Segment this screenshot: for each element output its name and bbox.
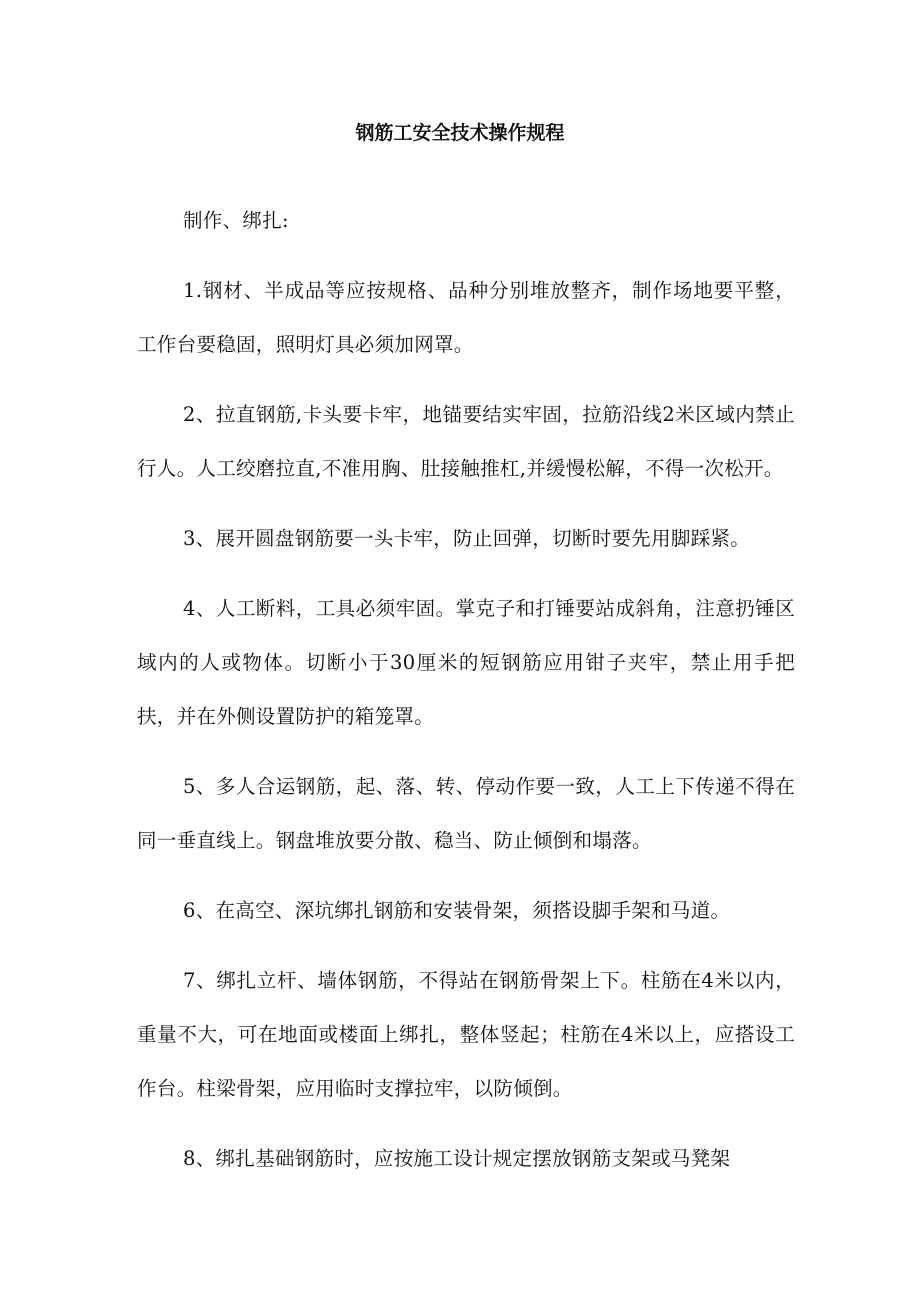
rule-paragraph-5: 5、多人合运钢筋，起、落、转、停动作要一致，人工上下传递不得在同一垂直线上。钢盘堆放要分散、稳当、防止倾倒和塌落。 bbox=[137, 775, 795, 852]
rule-paragraph-3: 3、展开圆盘钢筋要一头卡牢，防止回弹，切断时要先用脚踩紧。 bbox=[183, 527, 751, 550]
rule-paragraph-2: 2、拉直钢筋,卡头要卡牢，地锚要结实牢固，拉筋沿线2米区域内禁止行人。人工绞磨拉直,不准用胸、肚接触推杠,并缓慢松解，不得一次松开。 bbox=[137, 403, 795, 480]
document-title: 钢筋工安全技术操作规程 bbox=[355, 122, 565, 144]
document-body bbox=[137, 194, 795, 1202]
rule-paragraph-6: 6、在高空、深坑绑扎钢筋和安装骨架，须搭设脚手架和马道。 bbox=[183, 899, 731, 922]
rule-paragraph-1: 1.钢材、半成品等应按规格、品种分别堆放整齐，制作场地要平整，工作台要稳固，照明灯具必须加网罩。 bbox=[137, 279, 795, 356]
rule-paragraph-8: 8、绑扎基础钢筋时，应按施工设计规定摆放钢筋支架或马凳架 bbox=[183, 1147, 731, 1170]
rule-paragraph-7: 7、绑扎立杆、墙体钢筋，不得站在钢筋骨架上下。柱筋在4米以内，重量不大，可在地面或楼面上绑扎，整体竖起；柱筋在4米以上，应搭设工作台。柱梁骨架，应用临时支撑拉牢，以防倾倒。 bbox=[137, 969, 795, 1100]
rule-paragraph-4: 4、人工断料，工具必须牢固。掌克子和打锤要站成斜角，注意扔锤区域内的人或物体。切断小于30厘米的短钢筋应用钳子夹牢，禁止用手把扶，并在外侧设置防护的箱笼罩。 bbox=[137, 597, 795, 728]
section-heading: 制作、绑扎: bbox=[183, 209, 289, 232]
